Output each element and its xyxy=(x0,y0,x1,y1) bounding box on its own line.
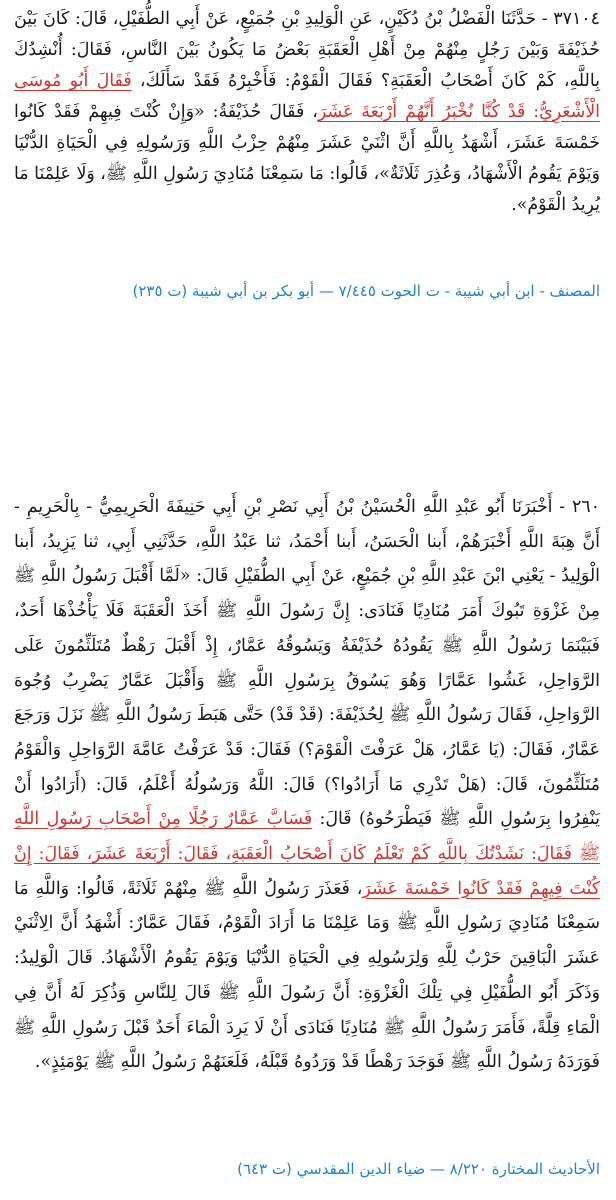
hadith-2-highlight: فَسَابَّ عَمَّارٌ رَجُلًا مِنْ أَصْحَابِ رَسُولِ اللَّهِ ﷺ فَقَالَ: نَشَدْتُكَ بِاللَّهِ كَمْ تَعْلَمُ كَانَ أَصْحَابُ الْعَقَبَةِ، فَقَالَ: أَرْبَعَةَ عَشَرَ، فَقَالَ: إِنْ كُنْتَ فِيهِمْ فَقَدْ كَانُوا خَمْسَةَ عَشَرَ xyxy=(14,809,600,899)
card-separator xyxy=(0,393,616,408)
hadith-text-2 xyxy=(14,490,600,1080)
hadith-1-source-link[interactable]: المصنف - ابن أبي شيبة - ت الحوت ٧/٤٤٥ — أبو بكر بن أبي شيبة (ت ٢٣٥) xyxy=(132,282,600,300)
hadith-card-2 xyxy=(0,408,616,1200)
hadith-1-highlight: فَقَالَ أَبُو مُوسَى الْأَشْعَرِيُّ: قَدْ كُنَّا نُخْبَرُ أَنَّهُمْ أَرْبَعَةَ عَشَرَ xyxy=(14,71,600,122)
hadith-text-1 xyxy=(14,4,600,221)
hadith-1-text-before: ٣٧١٠٤ - حَدَّثَنَا الْفَضْلُ بْنُ دُكَيْنٍ، عَنِ الْوَلِيدِ بْنِ جُمَيْعٍ، عَنْ أَبِي الطُّفَيْلِ، قَالَ: كَانَ بَيْنَ حُذَيْفَةَ وَبَيْنَ رَجُلٍ مِنْهُمْ مِنْ أَهْلِ الْعَقَبَةِ بَعْضُ مَا يَكُونُ بَيْنَ النَّاسِ، فَقَالَ: أُنْشِدُكَ بِاللَّهِ، كَمْ كَانَ أَصْحَابُ الْعَقَبَةِ؟ فَقَالَ الْقَوْمُ: فَأَخْبِرْهُ فَقَدْ سَأَلَكَ، xyxy=(14,9,600,91)
hadith-1-text-after: ، فَقَالَ حُذَيْفَةُ: «وَإِنْ كُنْتَ فِيهِمْ فَقَدْ كَانُوا خَمْسَةَ عَشَرَ، أَشْهَدُ بِاللَّهِ أَنَّ اثْنَيْ عَشَرَ مِنْهُمْ حِزْبُ اللَّهِ وَرَسُولِهِ فِي الْحَيَاةِ الدُّنْيَا وَيَوْمَ يَقُومُ الْأَشْهَادُ، وَعُذِرَ ثَلَاثَةٌ»، قَالُوا: مَا سَمِعْنَا مُنَادِيَ رَسُولِ اللَّهِ ﷺ، وَلَا عَلِمْنَا مَا يُرِيدُ الْقَوْمُ». xyxy=(14,102,600,215)
hadith-card-1 xyxy=(0,0,616,393)
hadith-2-text-before: ٢٦٠ - أَخْبَرَنَا أَبُو عَبْدِ اللَّهِ الْحُسَيْنُ بْنُ أَبِي نَصْرِ بْنِ أَبِي حَنِيفَةَ الْحَرِيمِيُّ - بِالْحَرِيمِ - أَنَّ هِبَةَ اللَّهِ أَخْبَرَهُمْ، أَبنا الْحَسَنُ، أَبنا أَحْمَدُ، ثنا عَبْدُ اللَّهِ، حَدَّثَنِي أَبِي، ثنا يَزِيدُ، أَبنا الْوَلِيدُ - يَعْنِي ابْنَ عَبْدِ اللَّهِ بْنِ جُمَيْعٍ، عَنْ أَبِي الطُّفَيْلِ قَالَ: «لَمَّا أَقْبَلَ رَسُولُ اللَّهِ ﷺ مِنْ غَزْوَةِ تَبُوكَ أَمَرَ مُنَادِيًا فَنَادَى: إِنَّ رَسُولَ اللَّهِ ﷺ أَخَذَ الْعَقَبَةَ فَلَا يَأْخُذْهَا أَحَدٌ، فَبَيْنَمَا رَسُولُ اللَّهِ ﷺ يَقُودُهُ حُذَيْفَةُ وَيَسُوقُهُ عَمَّارٌ، إِذْ أَقْبَلَ رَهْطٌ مُتَلَثِّمُونَ عَلَى الرَّوَاحِلِ، غَشُوا عَمَّارًا وَهُوَ يَسُوقُ بِرَسُولِ اللَّهِ ﷺ وَأَقْبَلَ عَمَّارٌ يَضْرِبُ وُجُوهَ الرَّوَاحِلِ، فَقَالَ رَسُولُ اللَّهِ ﷺ لِحُذَيْفَةَ: (قَدْ قَدْ) حَتَّى هَبَطَ رَسُولُ اللَّهِ ﷺ نَزَلَ وَرَجَعَ عَمَّارٌ، فَقَالَ: (يَا عَمَّارُ، هَلْ عَرَفْتَ الْقَوْمَ؟) فَقَالَ: قَدْ عَرَفْتُ عَامَّةَ الرَّوَاحِلِ وَالْقَوْمُ مُتَلَثِّمُونَ، قَالَ: (هَلْ تَدْرِي مَا أَرَادُوا؟) قَالَ: اللَّهُ وَرَسُولُهُ أَعْلَمُ، قَالَ: (أَرَادُوا أَنْ يَنْفِرُوا بِرَسُولِ اللَّهِ ﷺ فَيَطْرَحُوهُ) قَالَ: xyxy=(14,497,600,830)
hadith-2-source-link[interactable]: الأحاديث المختارة ٨/٢٢٠ — ضياء الدين المقدسي (ت ٦٤٣) xyxy=(237,1160,600,1178)
hadith-2-text-after: ، فَعَذَرَ رَسُولُ اللَّهِ ﷺ مِنْهُمْ ثَلَاثَةً، قَالُوا: وَاللَّهِ مَا سَمِعْنَا مُنَادِيَ رَسُولِ اللَّهِ ﷺ وَمَا عَلِمْنَا مَا أَرَادَ الْقَوْمُ، فَقَالَ عَمَّارٌ: أَشْهَدُ أَنَّ الِاثْنَيْ عَشَرَ الْبَاقِينَ حَرْبٌ لِلَّهِ وَلِرَسُولِهِ فِي الْحَيَاةِ الدُّنْيَا وَيَوْمَ يَقُومُ الْأَشْهَادُ. قَالَ الْوَلِيدُ: وَذَكَرَ أَبُو الطُّفَيْلِ فِي تِلْكَ الْغَزْوَةِ: أَنَّ رَسُولَ اللَّهِ ﷺ قَالَ لِلنَّاسِ وَذُكِرَ لَهُ أَنَّ فِي الْمَاءِ قِلَّةً، فَأَمَرَ رَسُولُ اللَّهِ ﷺ مُنَادِيًا فَنَادَى أَنْ لَا يَرِدَ الْمَاءَ أَحَدٌ قَبْلَ رَسُولِ اللَّهِ ﷺ فَوَرَدَهُ رَسُولُ اللَّهِ ﷺ فَوَجَدَ رَهْطًا قَدْ وَرَدُوهُ قَبْلَهُ، فَلَعَنَهُمْ رَسُولُ اللَّهِ ﷺ يَوْمَئِذٍ». xyxy=(14,878,600,1073)
